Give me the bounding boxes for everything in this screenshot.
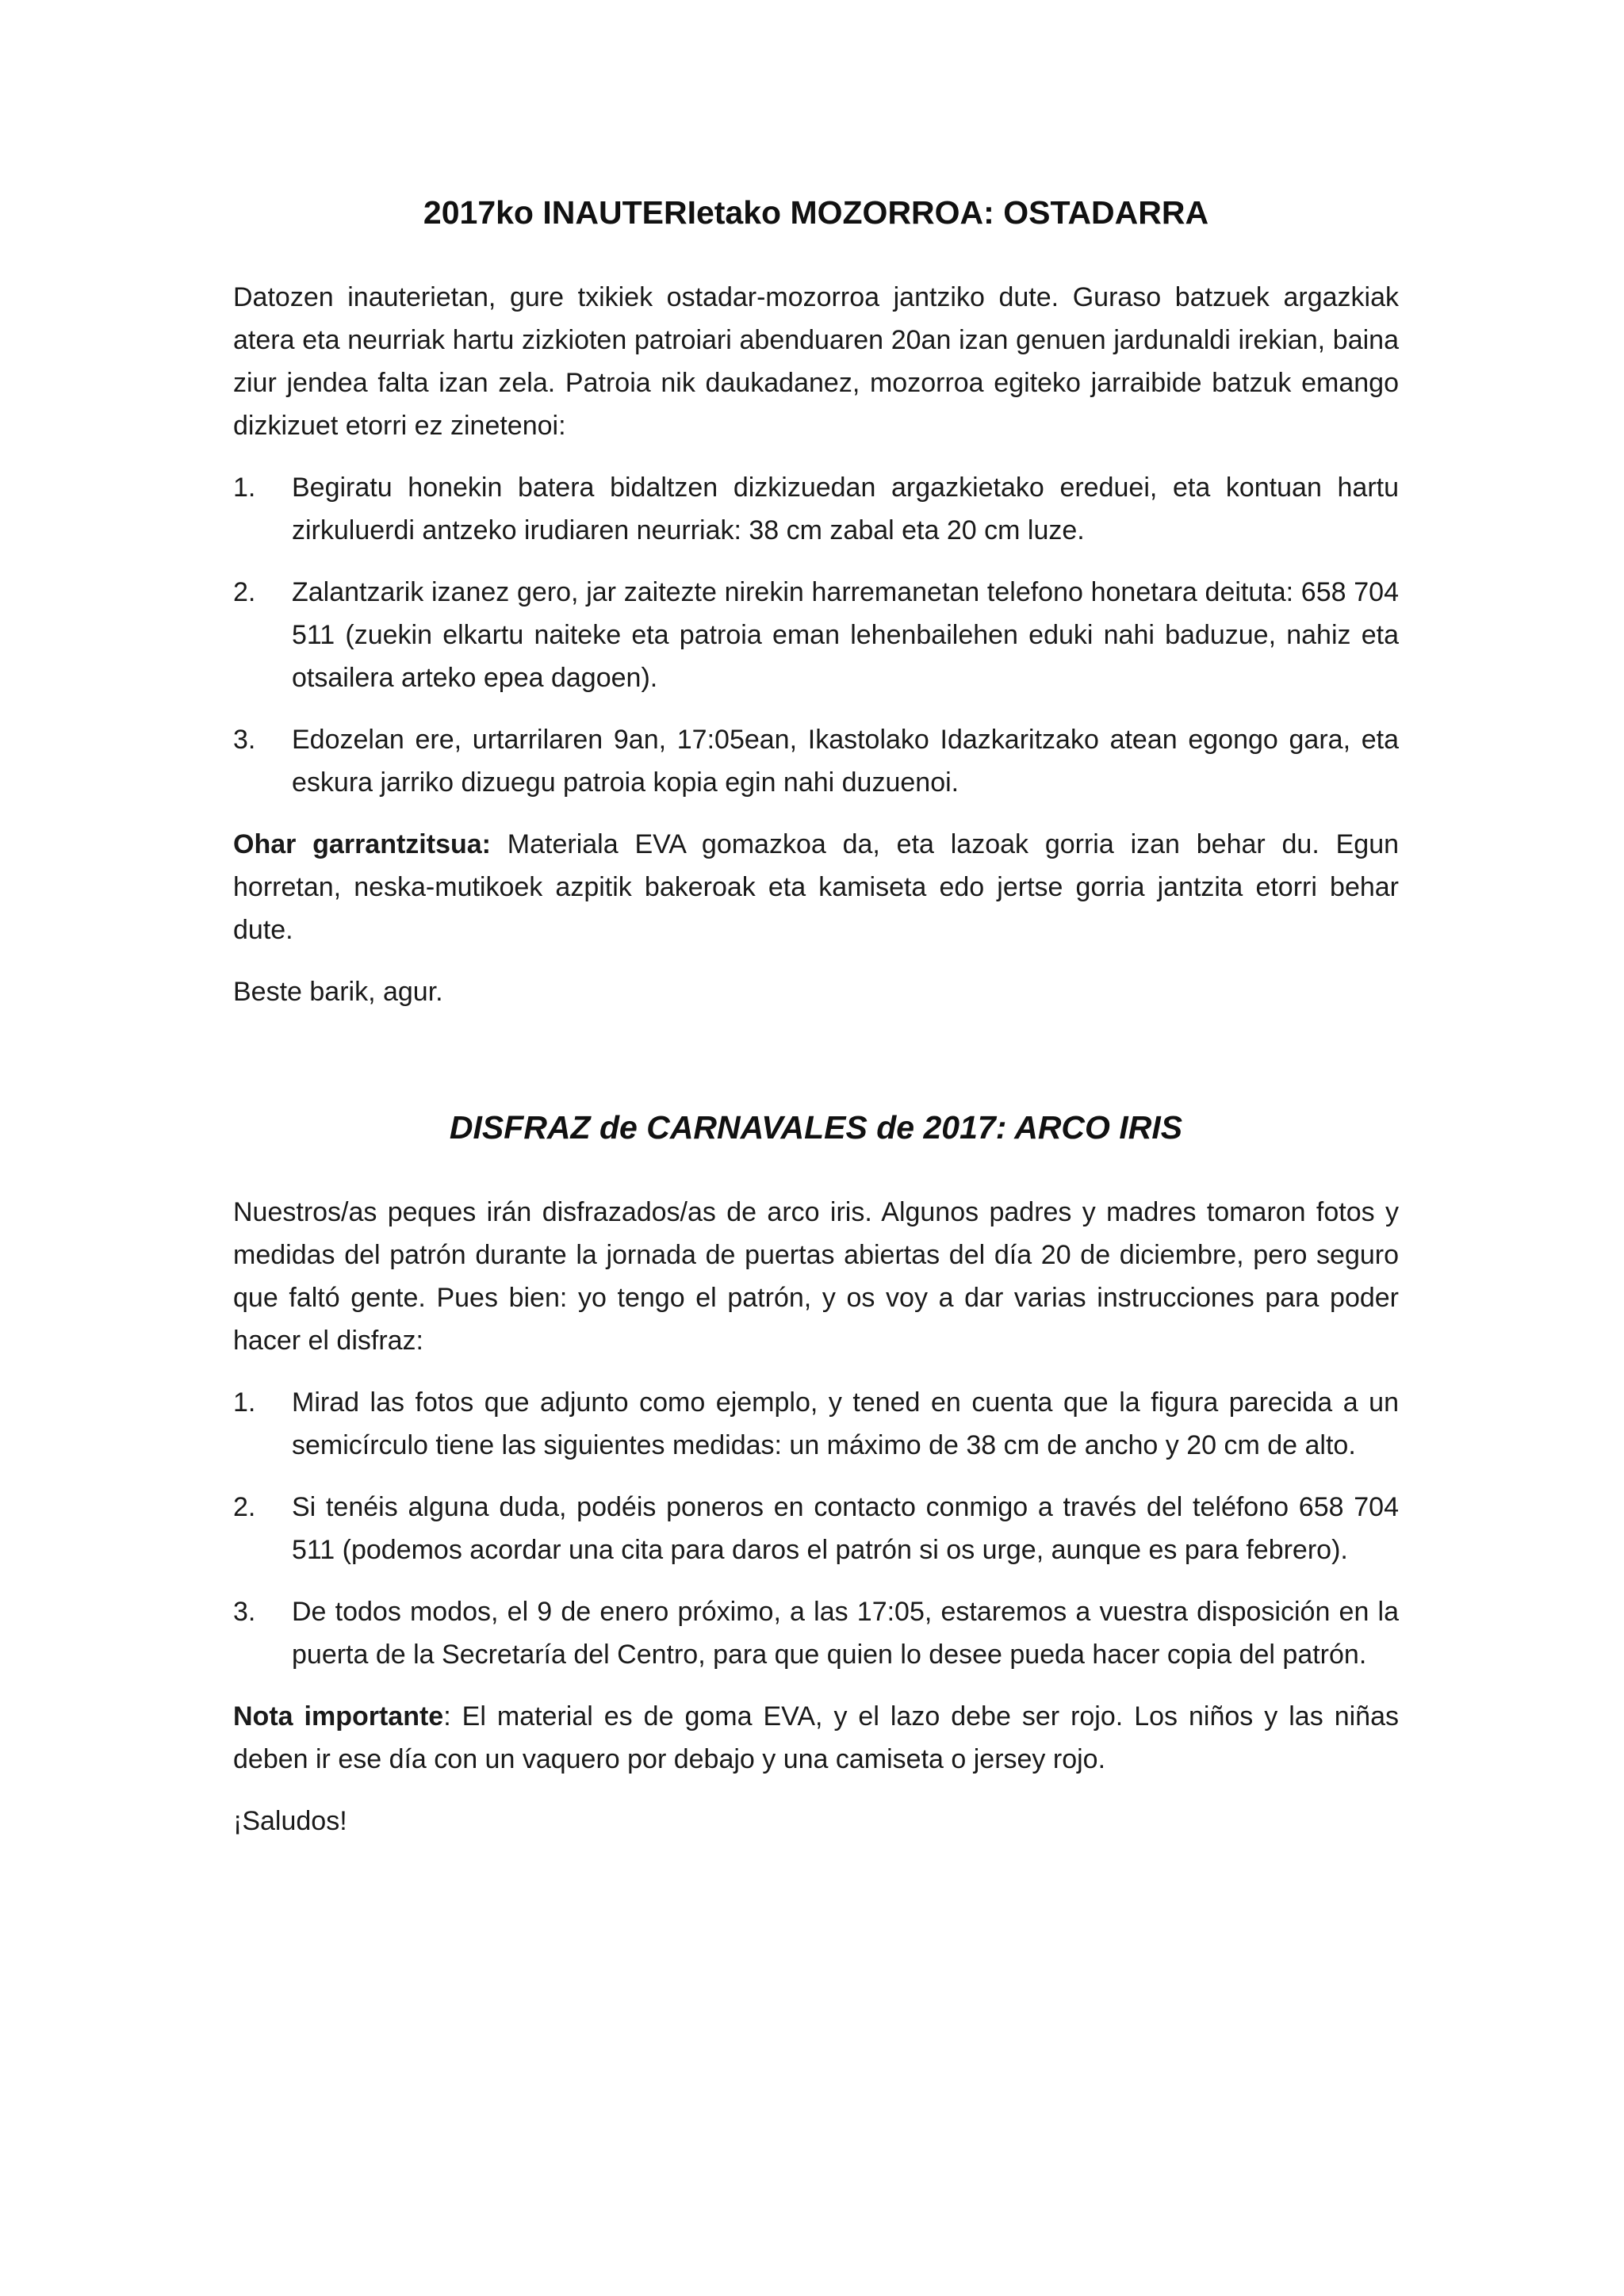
- spanish-note: [233, 1695, 1399, 1781]
- list-number: 2.: [233, 577, 256, 607]
- list-number: 1.: [233, 1387, 256, 1418]
- spanish-closing: ¡Saludos!: [233, 1806, 347, 1836]
- basque-note-label: Ohar garrantzitsua:: [233, 829, 491, 859]
- list-text: Begiratu honekin batera bidaltzen dizkizuedan argazkietako ereduei, eta kontuan hartu zirkuluerdi antzeko irudiaren neurriak: 38 cm zabal eta 20 cm luze.: [292, 473, 1399, 545]
- list-text: De todos modos, el 9 de enero próximo, a las 17:05, estaremos a vuestra disposición en la puerta de la Secretaría del Centro, para que quien lo desee pueda hacer copia del patrón.: [292, 1597, 1399, 1670]
- basque-instructions-list: [233, 466, 1399, 804]
- list-number: 3.: [233, 725, 256, 755]
- list-item: [233, 1381, 1399, 1467]
- spanish-note-text: : El material es de goma EVA, y el lazo debe ser rojo. Los niños y las niñas deben ir ese día con un vaquero por debajo y una camiseta o jersey rojo.: [233, 1701, 1399, 1774]
- list-text: Si tenéis alguna duda, podéis poneros en contacto conmigo a través del teléfono 658 704 511 (podemos acordar una cita para daros el patrón si os urge, aunque es para febrero).: [292, 1492, 1399, 1565]
- document-page: [233, 190, 1399, 1862]
- list-number: 2.: [233, 1492, 256, 1522]
- basque-section: [233, 190, 1399, 1013]
- basque-intro: Datozen inauterietan, gure txikiek ostadar-mozorroa jantziko dute. Guraso batzuek argazkiak atera eta neurriak hartu zizkioten patroiari abenduaren 20an izan genuen jardunaldi irekian, baina ziur jendea falta izan zela. Patroia nik daukadanez, mozorroa egiteko jarraibide batzuk emango dizkizuet etorri ez zinetenoi:: [233, 282, 1399, 441]
- list-item: [233, 466, 1399, 552]
- spanish-note-label: Nota importante: [233, 1701, 444, 1732]
- list-item: [233, 1590, 1399, 1676]
- spanish-title: DISFRAZ de CARNAVALES de 2017: ARCO IRIS: [449, 1109, 1183, 1146]
- list-item: [233, 1486, 1399, 1571]
- spanish-section: [233, 1105, 1399, 1843]
- basque-closing: Beste barik, agur.: [233, 977, 443, 1007]
- list-text: Zalantzarik izanez gero, jar zaitezte nirekin harremanetan telefono honetara deituta: 658 704 511 (zuekin elkartu naiteke eta patroia eman lehenbailehen eduki nahi baduzue, nahiz eta otsailera arteko epea dagoen).: [292, 577, 1399, 693]
- section-divider-space: [233, 1032, 1399, 1105]
- list-number: 1.: [233, 473, 256, 503]
- basque-note: [233, 823, 1399, 951]
- basque-note-text: Materiala EVA gomazkoa da, eta lazoak gorria izan behar du. Egun horretan, neska-mutikoek azpitik bakeroak eta kamiseta edo jertse gorria jantzita etorri behar dute.: [233, 829, 1400, 945]
- basque-title: 2017ko INAUTERIetako MOZORROA: OSTADARRA: [423, 194, 1209, 231]
- list-text: Edozelan ere, urtarrilaren 9an, 17:05ean, Ikastolako Idazkaritzako atean egongo gara, eta eskura jarriko dizuegu patroia kopia egin nahi duzuenoi.: [292, 725, 1399, 798]
- list-item: [233, 571, 1399, 699]
- spanish-instructions-list: [233, 1381, 1399, 1676]
- spanish-intro: Nuestros/as peques irán disfrazados/as de arco iris. Algunos padres y madres tomaron fotos y medidas del patrón durante la jornada de puertas abiertas del día 20 de diciembre, pero seguro que faltó gente. Pues bien: yo tengo el patrón, y os voy a dar varias instrucciones para poder hacer el disfraz:: [233, 1197, 1399, 1356]
- list-item: [233, 718, 1399, 804]
- list-text: Mirad las fotos que adjunto como ejemplo, y tened en cuenta que la figura parecida a un semicírculo tiene las siguientes medidas: un máximo de 38 cm de ancho y 20 cm de alto.: [292, 1387, 1399, 1460]
- list-number: 3.: [233, 1597, 256, 1627]
